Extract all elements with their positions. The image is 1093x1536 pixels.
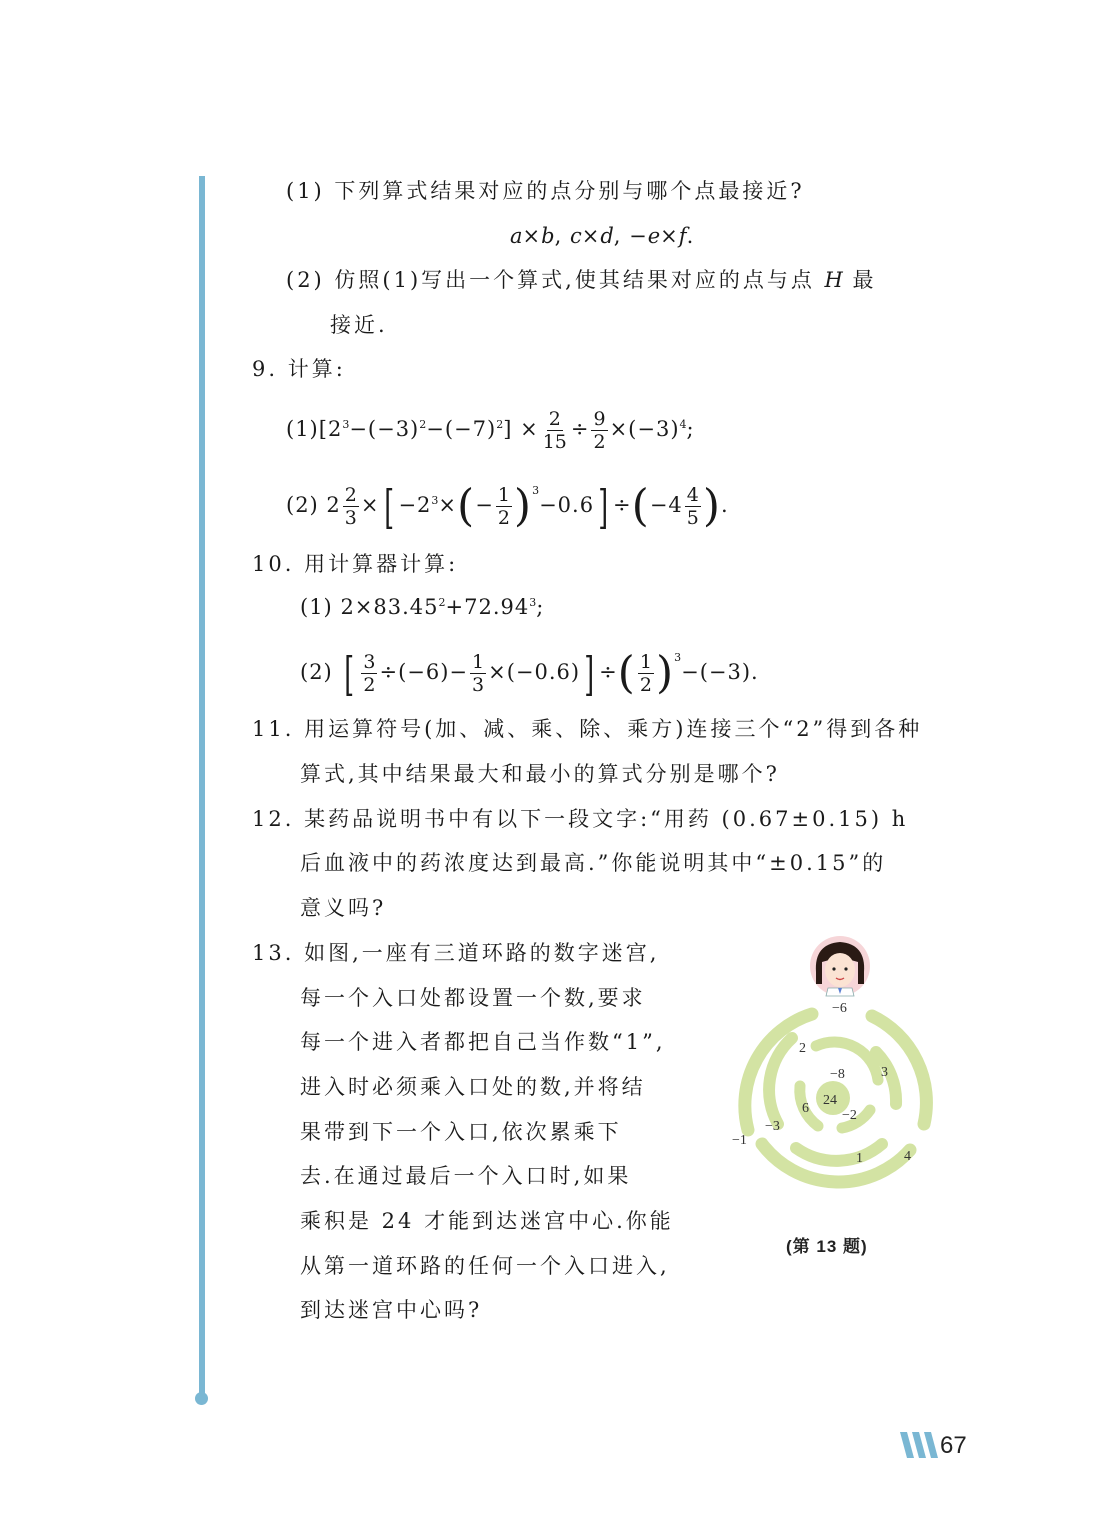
maze-num-left-outer: −1 — [732, 1133, 747, 1148]
q13-line: 每一个进入者都把自己当作数“1”, — [300, 1030, 666, 1054]
maze-figure — [726, 934, 946, 1224]
page-number: 67 — [940, 1432, 967, 1459]
margin-rule — [199, 176, 205, 1398]
margin-rule-dot — [195, 1392, 208, 1405]
q10-title: 10. 用计算器计算: — [252, 552, 459, 576]
q11-line2: 算式,其中结果最大和最小的算式分别是哪个? — [300, 762, 780, 786]
q9-part1: $(1)[2^3-(-3)^2-(-7)^2]$ × $\frac{2}{15}$ ÷ $\frac{9}{2}$ $\times(-3)^4$; — [286, 408, 695, 453]
q13-line: 到达迷宫中心吗? — [300, 1298, 483, 1322]
q10-part1: (1) $2\times 83.45^2+72.94^3$; — [300, 595, 545, 619]
q8-part2-cont: 接近. — [330, 313, 388, 337]
q8-part2: (2) 仿照(1)写出一个算式,使其结果对应的点与点 H 最 — [286, 268, 877, 292]
maze-num-inner-left: 6 — [802, 1101, 809, 1116]
q13-line: 每一个入口处都设置一个数,要求 — [300, 986, 646, 1010]
q13-line: 从第一道环路的任何一个入口进入, — [300, 1254, 670, 1278]
girl-avatar — [810, 936, 870, 996]
q12-line2: 后血液中的药浓度达到最高.”你能说明其中“±0.15”的 — [300, 851, 887, 875]
maze-num-top: −6 — [832, 1001, 847, 1016]
maze-num-center: 24 — [823, 1093, 837, 1108]
q12-line1: 12. 某药品说明书中有以下一段文字:“用药 (0.67±0.15) h — [252, 807, 909, 831]
maze-num-inner-top: −8 — [830, 1067, 845, 1082]
footer-stripes-icon — [900, 1430, 940, 1460]
q13-line: 13. 如图,一座有三道环路的数字迷宫, — [252, 941, 660, 965]
q8-part1-expr: a×b, c×d, −e×f. — [510, 224, 695, 248]
maze-num-right-outer: 4 — [904, 1149, 911, 1164]
q9-part2: (2) 2 $\frac{2}{3}$ ×[ $-2^3\times(-$ $\frac{1}{2}$ )$^3$−0.6] ÷(−4 $\frac{4}{5}$ ). — [286, 479, 729, 534]
q13-line: 果带到下一个入口,依次累乘下 — [300, 1120, 622, 1144]
q9-title: 9. 计算: — [252, 357, 346, 381]
q10-part2: (2) [ $\frac{3}{2}$ ÷(−6)− $\frac{1}{3}$ ×(−0.6)] ÷( $\frac{1}{2}$ )$^3$−(−3). — [300, 646, 759, 701]
q11-line1: 11. 用运算符号(加、减、乘、除、乘方)连接三个“2”得到各种 — [252, 717, 923, 741]
q12-line3: 意义吗? — [300, 896, 387, 920]
q8-part1: (1) 下列算式结果对应的点分别与哪个点最接近? — [286, 179, 805, 203]
maze-num-mid-right: 3 — [881, 1065, 888, 1080]
maze-num-inner-right: −2 — [842, 1108, 857, 1123]
figure-caption: (第 13 题) — [786, 1237, 868, 1256]
q13-line: 去.在通过最后一个入口时,如果 — [300, 1164, 632, 1188]
maze-num-inner-left2: −3 — [765, 1119, 780, 1134]
maze-num-mid-bottom: 1 — [856, 1151, 863, 1166]
q13-line: 乘积是 24 才能到达迷宫中心.你能 — [300, 1209, 674, 1233]
maze-num-mid-left: 2 — [799, 1041, 806, 1056]
q13-line: 进入时必须乘入口处的数,并将结 — [300, 1075, 646, 1099]
